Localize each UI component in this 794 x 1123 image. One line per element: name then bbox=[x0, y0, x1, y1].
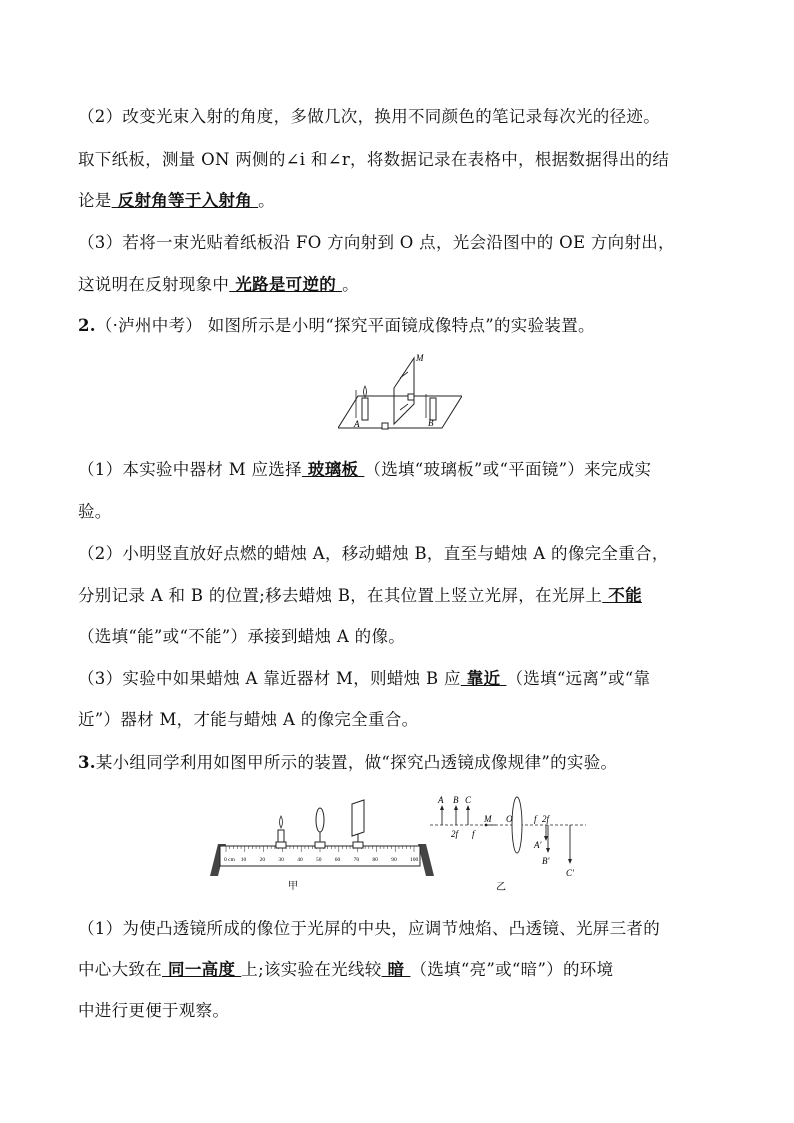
label-img-b: B' bbox=[542, 856, 550, 866]
label-obj-c: C bbox=[465, 795, 472, 805]
scale-label: 60 bbox=[334, 857, 341, 863]
label-f-right: f bbox=[534, 814, 537, 824]
optical-bench-figure bbox=[206, 794, 436, 894]
q2-part2-prefix: 分别记录 A 和 B 的位置;移去蜡烛 B，在其位置上竖立光屏，在光屏上 bbox=[78, 586, 603, 605]
q2-part3-line2: 近”）器材 M，才能与蜡烛 A 的像完全重合。 bbox=[78, 710, 419, 729]
scale-label: 30 bbox=[278, 857, 284, 863]
label-2f-left: 2f bbox=[451, 829, 459, 839]
q2-part1-answer: 玻璃板 bbox=[301, 460, 365, 479]
q1-part3-prefix: 这说明在反射现象中 bbox=[78, 275, 230, 294]
label-o: O bbox=[506, 814, 513, 824]
q2-header bbox=[78, 315, 595, 337]
q1-part2-line3 bbox=[78, 190, 275, 212]
q1-part3-line1: （3）若将一束光贴着纸板沿 FO 方向射到 O 点，光会沿图中的 OE 方向射出， bbox=[78, 233, 675, 252]
q1-part2-line2: 取下纸板，测量 ON 两侧的∠i 和∠r，将数据记录在表格中，根据数据得出的结 bbox=[78, 150, 670, 169]
q1-part2-line1: （2）改变光束入射的角度，多做几次，换用不同颜色的笔记录每次光的径迹。 bbox=[78, 107, 660, 126]
scale-label: 70 bbox=[353, 857, 360, 863]
q2-part2-line3: （选填“能”或“不能”）承接到蜡烛 A 的像。 bbox=[78, 627, 406, 646]
q2-part3-suffix: （选填“远离”或“靠 bbox=[506, 669, 651, 688]
scale-label: 20 bbox=[259, 857, 266, 863]
q3-part1-line1: （1）为使凸透镜所成的像位于光屏的中央，应调节烛焰、凸透镜、光屏三者的 bbox=[78, 919, 660, 938]
label-img-c: C' bbox=[566, 868, 574, 878]
lens-diagram-figure bbox=[426, 792, 590, 892]
q2-part2-line2 bbox=[78, 585, 642, 607]
q3-part1-prefix: 中心大致在 bbox=[78, 960, 162, 979]
label-f-left: f bbox=[472, 829, 475, 839]
q2-part1-suffix: （选填“玻璃板”或“平面镜”）来完成实 bbox=[364, 460, 652, 479]
q3-number: 3. bbox=[78, 753, 96, 772]
label-2f-right: 2f bbox=[542, 814, 550, 824]
label-m: M bbox=[416, 353, 424, 363]
scale-label: 80 bbox=[372, 857, 378, 863]
label-obj-b: B bbox=[453, 795, 459, 805]
scale-label: 90 bbox=[391, 857, 397, 863]
q2-part2-answer: 不能 bbox=[602, 586, 642, 605]
label-img-a: A' bbox=[534, 840, 542, 850]
plane-mirror-figure bbox=[338, 348, 462, 434]
scale-label: 40 bbox=[297, 857, 303, 863]
q1-part3-answer: 光路是可逆的 bbox=[229, 275, 343, 294]
q2-header-text: （·泸州中考） 如图所示是小明“探究平面镜成像特点”的实验装置。 bbox=[95, 316, 595, 335]
q2-part2-line1: （2）小明竖直放好点燃的蜡烛 A，移动蜡烛 B，直至与蜡烛 A 的像完全重合， bbox=[78, 544, 669, 563]
label-obj-a: A bbox=[438, 795, 444, 805]
fig-yi-caption: 乙 bbox=[496, 882, 506, 892]
scale-label: 100 bbox=[410, 857, 419, 863]
q2-part1-prefix: （1）本实验中器材 M 应选择 bbox=[78, 460, 302, 479]
q1-part2-answer: 反射角等于入射角 bbox=[111, 191, 259, 210]
q2-part1-line2: 验。 bbox=[78, 502, 112, 521]
q3-header-text: 某小组同学利用如图甲所示的装置，做“探究凸透镜成像规律”的实验。 bbox=[95, 753, 618, 772]
q2-part1-line1 bbox=[78, 459, 651, 481]
label-a: A bbox=[354, 419, 360, 429]
label-m: M bbox=[484, 814, 492, 824]
q3-part1-line2 bbox=[78, 959, 613, 981]
q1-part2-suffix: 。 bbox=[258, 191, 275, 210]
q3-part1-answer2: 暗 bbox=[381, 960, 411, 979]
q3-part1-line3: 中进行更便于观察。 bbox=[78, 1001, 230, 1020]
q3-header bbox=[78, 752, 617, 774]
scale-label: 0 cm bbox=[224, 857, 235, 863]
q2-part3-answer: 靠近 bbox=[460, 669, 507, 688]
q2-part3-line1 bbox=[78, 668, 650, 690]
q1-part2-prefix: 论是 bbox=[78, 191, 112, 210]
q1-part3-suffix: 。 bbox=[342, 275, 359, 294]
q3-part1-answer1: 同一高度 bbox=[162, 960, 242, 979]
fig-jia-caption: 甲 bbox=[288, 881, 298, 892]
q2-number: 2. bbox=[78, 316, 96, 335]
scale-label: 50 bbox=[316, 857, 322, 863]
q2-part3-prefix: （3）实验中如果蜡烛 A 靠近器材 M，则蜡烛 B 应 bbox=[78, 669, 461, 688]
q3-part1-mid: 上;该实验在光线较 bbox=[241, 960, 382, 979]
label-b: B bbox=[428, 418, 434, 428]
q1-part3-line2 bbox=[78, 274, 359, 296]
scale-label: 10 bbox=[240, 857, 247, 863]
q3-part1-suffix: （选填“亮”或“暗”）的环境 bbox=[410, 960, 614, 979]
